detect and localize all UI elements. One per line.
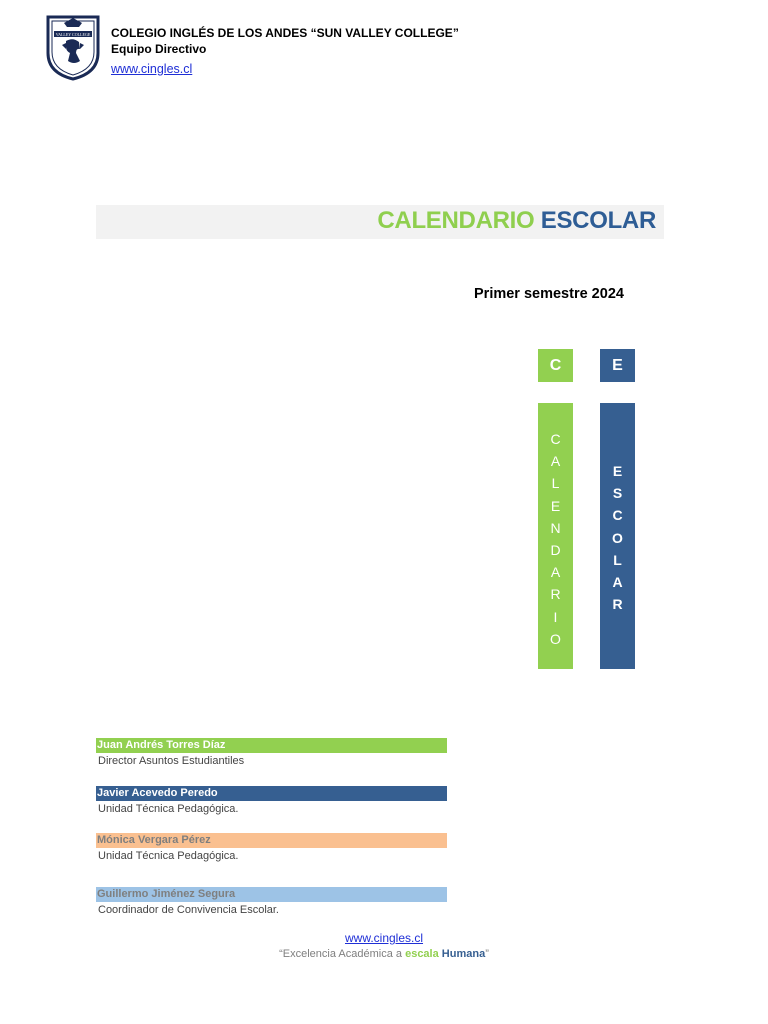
header-website-link[interactable]: www.cingles.cl <box>111 62 193 76</box>
staff-role: Coordinador de Convivencia Escolar. <box>98 904 279 916</box>
header-subtitle: Equipo Directivo <box>111 42 207 56</box>
vertical-calendario-column <box>538 403 573 669</box>
letter-box-c: C <box>538 349 573 382</box>
school-name: COLEGIO INGLÉS DE LOS ANDES “SUN VALLEY COLLEGE” <box>111 26 459 40</box>
vertical-letter: A <box>550 453 561 470</box>
letter-box-e: E <box>600 349 635 382</box>
footer <box>0 931 768 945</box>
vertical-letter: C <box>612 507 623 524</box>
vertical-letter: O <box>612 529 623 546</box>
vertical-letter: D <box>550 542 561 559</box>
staff-role: Director Asuntos Estudiantiles <box>98 755 245 767</box>
vertical-letter: R <box>612 596 623 613</box>
title-escolar: ESCOLAR <box>540 207 656 234</box>
vertical-letter: A <box>550 564 561 581</box>
semester-label: Primer semestre 2024 <box>474 286 624 302</box>
staff-name-bar: Javier Acevedo Peredo <box>96 786 447 801</box>
vertical-letter: R <box>550 586 561 603</box>
motto-escala: escala <box>405 948 439 960</box>
staff-name-bar: Juan Andrés Torres Díaz <box>96 738 447 753</box>
motto-humana: Humana <box>441 948 486 960</box>
motto <box>0 948 768 960</box>
school-crest-logo <box>46 15 100 81</box>
header-block <box>111 25 459 77</box>
staff-name-bar: Guillermo Jiménez Segura <box>96 887 447 902</box>
motto-open: “Excelencia Académica a <box>279 948 406 960</box>
vertical-letter: E <box>612 463 623 479</box>
vertical-letter: L <box>551 475 560 492</box>
motto-close: ” <box>485 948 489 960</box>
svg-text:VALLEY COLLEGE: VALLEY COLLEGE <box>55 32 91 37</box>
vertical-escolar-column <box>600 403 635 669</box>
staff-role: Unidad Técnica Pedagógica. <box>98 803 239 815</box>
vertical-letter: N <box>550 519 561 536</box>
title-calendario: CALENDARIO <box>377 207 535 234</box>
footer-website-link[interactable]: www.cingles.cl <box>344 931 424 945</box>
vertical-letter: A <box>612 574 623 591</box>
vertical-letter: O <box>550 630 561 647</box>
staff-role: Unidad Técnica Pedagógica. <box>98 850 239 862</box>
vertical-letter: C <box>550 431 561 447</box>
title-band <box>96 205 664 239</box>
staff-name-bar: Mónica Vergara Pérez <box>96 833 447 848</box>
page-title <box>377 207 656 235</box>
vertical-letter: I <box>553 608 558 625</box>
vertical-calendario-text <box>538 428 573 650</box>
vertical-letter: E <box>550 497 561 514</box>
vertical-escolar-text <box>600 460 635 615</box>
vertical-letter: L <box>613 551 622 568</box>
vertical-letter: S <box>612 485 623 502</box>
